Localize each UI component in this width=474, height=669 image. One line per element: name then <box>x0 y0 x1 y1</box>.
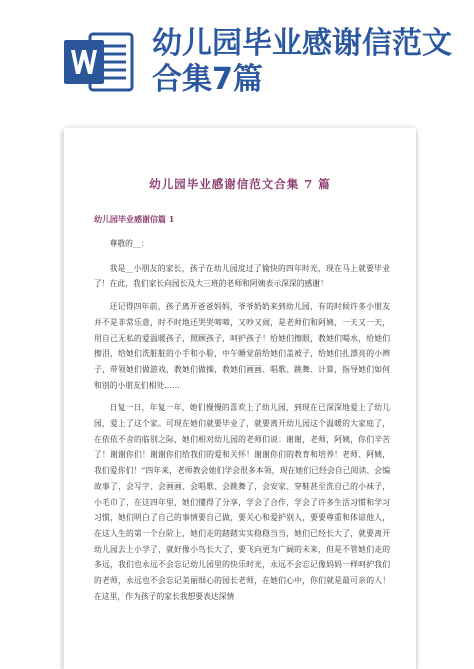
paragraph-1: 我是__小朋友的家长，孩子在幼儿园度过了愉快的四年时光，现在马上就要毕业了！在此，我们家长向园长及大三班的老师和阿姨表示深深的感谢！ <box>94 263 390 289</box>
document-page <box>64 128 416 669</box>
banner-title: 幼儿园毕业感谢信范文合集7篇 <box>152 26 452 97</box>
paragraph-2: 还记得四年前，孩子离开爸爸妈妈，爷爷奶奶来到幼儿园，有的时候许多小朋友并不是非常乐意，时不时地还哭哭啼啼，又吵又闹，是老师们和阿姨，一天又一天，用自己无私的爱温暖孩子，照顾孩子，呵护孩子！给她们擦眼，教她们喝水，给她们擦泪，给她们洗脏脏的小手和小脸，中午睡觉前给她们盖被子，给她们扎漂亮的小辫子，带领她们做游戏，教她们做操，教她们画画、唱歌、跳舞、计算，指导她们如何和别的小朋友们相处…… <box>94 302 390 390</box>
banner <box>0 0 474 118</box>
greeting: 尊敬的__： <box>109 239 149 248</box>
document-title: 幼儿园毕业感谢信范文合集 7 篇 <box>149 177 331 191</box>
section-title: 幼儿园毕业感谢信篇 1 <box>94 214 175 224</box>
paragraph-3: 日复一日，年复一年，她们慢慢的喜欢上了幼儿园，到现在已深深地爱上了幼儿园，爱上了这个家。可现在她们就要毕业了，就要离开幼儿园这个温暖的大家庭了，在依依不舍的临别之际，她们相对幼儿园的老师们说：谢谢，老师，阿姨，你们辛苦了！谢谢你们！谢谢你们给我们的爱和关怀！谢谢你们的教育和培养！老师、阿姨，我们爱你们！”四年来，老师教会她们学会很多本领，现在她们已经会自己阅读、会编故事了，会写字、会画画、会唱歌、会跳舞了，会安家、穿鞋甚至洗自己的小袜子，小毛巾了，在这四年里，她们懂得了分享，学会了合作，学会了许多生活习惯和学习习惯，她们明白了自己的事情要自己做，要关心和爱护别人，要要尊重和体谅他人，在这人生的第一个台阶上，她们走的踏踏实实稳稳当当，她们已经长大了，就要离开幼儿园去上小学了，就好像小鸟长大了，要飞向更为广阔的未来，但是不管她们走的多远，我们也永远不会忘记幼儿园里的快乐时光，永远不会忘记像妈妈一样呵护我们的老师，永远也不会忘记美丽细心的园长老师，在她们心中，你们就是最可亲的人！在这里，作为孩子的家长我想要表达深情 <box>94 403 390 601</box>
letter-body <box>94 236 390 611</box>
word-icon <box>64 30 136 94</box>
